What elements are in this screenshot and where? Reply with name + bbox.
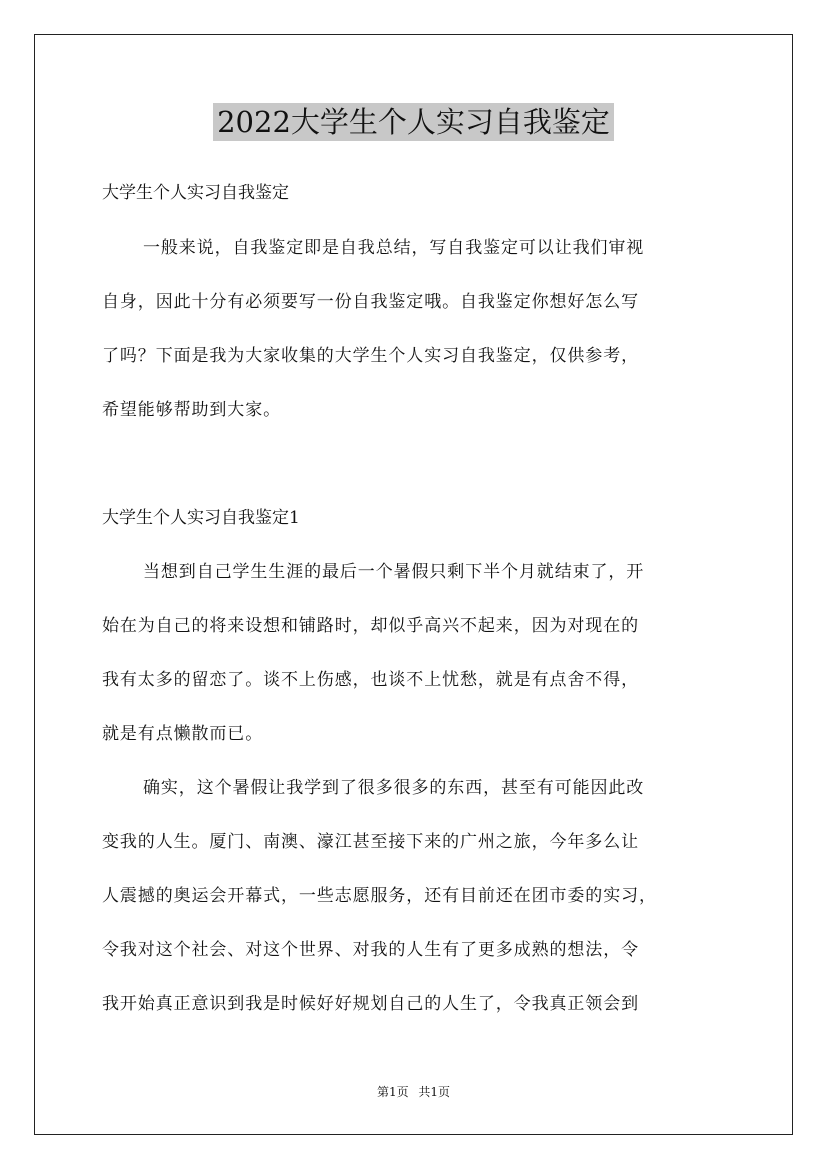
title-container (0, 103, 827, 141)
section1-heading: 大学生个人实习自我鉴定1 (102, 508, 300, 528)
intro-line: 了吗？下面是我为大家收集的大学生个人实习自我鉴定，仅供参考， (102, 346, 639, 366)
page-footer (0, 1084, 827, 1100)
section1-para2-line: 人震撼的奥运会开幕式，一些志愿服务，还有目前还在团市委的实习， (102, 886, 657, 906)
section1-para2-line: 变我的人生。厦门、南澳、濠江甚至接下来的广州之旅，今年多么让 (102, 832, 639, 852)
section1-para2-line: 确实，这个暑假让我学到了很多很多的东西，甚至有可能因此改 (143, 778, 645, 798)
section1-para1-line: 当想到自己学生生涯的最后一个暑假只剩下半个月就结束了，开 (143, 562, 645, 582)
intro-line: 希望能够帮助到大家。 (102, 400, 281, 420)
section1-para2-line: 令我对这个社会、对这个世界、对我的人生有了更多成熟的想法，令 (102, 940, 639, 960)
page-total: 共1页 (418, 1085, 451, 1099)
section1-para2-line: 我开始真正意识到我是时候好好规划自己的人生了，令我真正领会到 (102, 994, 639, 1014)
section1-para1-line: 始在为自己的将来设想和铺路时，却似乎高兴不起来，因为对现在的 (102, 616, 639, 636)
document-title: 2022大学生个人实习自我鉴定 (213, 103, 614, 141)
page-number: 第1页 (376, 1085, 409, 1099)
intro-heading: 大学生个人实习自我鉴定 (102, 183, 289, 203)
intro-line: 自身，因此十分有必须要写一份自我鉴定哦。自我鉴定你想好怎么写 (102, 292, 639, 312)
section1-para1-line: 就是有点懒散而已。 (102, 724, 264, 744)
intro-line: 一般来说，自我鉴定即是自我总结，写自我鉴定可以让我们审视 (143, 238, 645, 258)
section1-para1-line: 我有太多的留恋了。谈不上伤感，也谈不上忧愁，就是有点舍不得， (102, 670, 639, 690)
